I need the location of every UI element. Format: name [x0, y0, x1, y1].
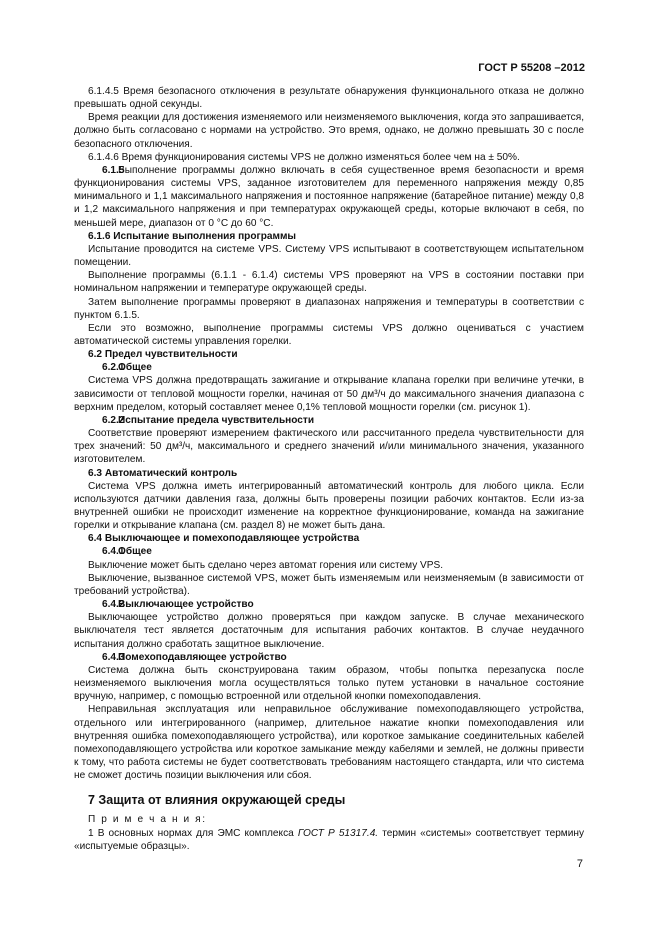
paragraph: Выключение может быть сделано через автомат горения или систему VPS.: [88, 559, 444, 571]
clause-number: 6.4.3: [102, 651, 125, 663]
paragraph-text: Испытание предела чувствительности: [118, 414, 315, 426]
note-1-reference: ГОСТ Р 51317.4.: [297, 827, 379, 839]
paragraph: 6.1.4.6 Время функционирования системы VPS не должно изменяться более чем на ± 50%.: [88, 151, 520, 163]
paragraph: Затем выполнение программы проверяют в диапазонах напряжения и температуры в соответствии с пунктом 6.1.5.: [74, 296, 584, 321]
paragraph: 6.4 Выключающее и помехоподавляющее устройства: [88, 533, 360, 545]
paragraph: Выключающее устройство должно проверяться при каждом запуске. В случае механического выключателя тест является достаточным для испытания рабочих контактов. В случае неудачного испытания должно сработать защитное выключение.: [74, 612, 584, 650]
paragraph: 6.1.4.5 Время безопасного отключения в результате обнаружения функционального отказа не должно превышать одной секунды.: [74, 86, 584, 111]
paragraph: [74, 651, 584, 664]
note-1-suffix: термин «системы» соответствует термину «испытуемые образцы».: [74, 827, 585, 852]
paragraph: Испытание проводится на системе VPS. Систему VPS испытывают в соответствующем испытательном помещении.: [74, 243, 584, 269]
paragraph-text: Выключающее устройство: [118, 599, 254, 611]
paragraph: [74, 545, 584, 558]
clause-number: 6.4.1: [102, 546, 125, 558]
paragraph: [74, 164, 584, 230]
paragraph: Время реакции для достижения изменяемого или неизменяемого выключения, когда это запрашивается, должно быть согласовано с нормами на устройство. Это время, однако, не должно превышать 30 с после безопасного отключения.: [74, 112, 584, 150]
paragraph-text: Общее: [118, 546, 152, 558]
clause-number: 6.1.5: [102, 164, 125, 176]
paragraph: [74, 598, 584, 611]
page-number: 7: [576, 858, 583, 870]
paragraph: 6.1.6 Испытание выполнения программы: [88, 230, 297, 242]
document-body: [74, 85, 584, 853]
clause-number: 6.2.2: [102, 414, 125, 426]
paragraph-text: Выполнение программы должно включать в себя существенное время безопасности и время функционирования системы VPS, заданное изготовителем для переменного напряжения между 0,85 минимального и 1,1 максимального напряжения и постоянное напряжение (батарейное питание) между 0,8 и 1,2 максимального напряжения и при температурах окружающей среды, которые включают в себя, по меньшей мере, диапазон от 0 °С до 60 °С.: [74, 164, 584, 229]
paragraph: [74, 361, 584, 374]
paragraph: Соответствие проверяют измерением фактического или рассчитанного предела чувствительности для трех значений: 50 дм³/ч, максимального и среднего значений и/или минимального значения, указанного изготовителем.: [74, 428, 584, 466]
document-code: ГОСТ Р 55208 –2012: [478, 62, 585, 74]
paragraph: Выключение, вызванное системой VPS, может быть изменяемым или неизменяемым (в зависимости от требований устройства).: [74, 572, 584, 597]
paragraph: 6.3 Автоматический контроль: [88, 467, 238, 479]
paragraph: Неправильная эксплуатация или неправильное обслуживание помехоподавляющего устройства, отдельного или интегрированного (например, длительное нажатие кнопки помехоподавления или внутренняя ошибка помехоподавляющего устройства), или короткое замыкание соединительных кабелей помехоподавляющего устройства или короткое замыкание между кабелями и землей, не должны привести к тому, что работа системы не будет соответствовать требованиям настоящего стандарта, или что система не сможет достичь позиции выключения или сбоя.: [74, 704, 584, 782]
clause-number: 6.4.2: [102, 599, 125, 611]
notes-title: П р и м е ч а н и я:: [88, 814, 207, 826]
paragraph-text: Помехоподавляющее устройство: [118, 651, 287, 663]
section-heading: 7 Защита от влияния окружающей среды: [88, 793, 346, 808]
paragraph: 6.2 Предел чувствительности: [88, 349, 238, 361]
paragraph: Система VPS должна предотвращать зажигание и открывание клапана горелки при величине утечки, в зависимости от тепловой мощности горелки, начиная от 50 дм³/ч до максимального значения диапазона с верхним пределом, который составляет менее 0,1% тепловой мощности горелки (см. рисунок 1).: [74, 375, 584, 413]
paragraph: [74, 414, 584, 427]
paragraph-text: Общее: [118, 362, 152, 374]
clause-number: 6.2.1: [102, 362, 125, 374]
paragraph: Система VPS должна иметь интегрированный автоматический контроль для любого цикла. Если используются датчики давления газа, должны быть проверены позиции рабочих контактов. Если из-за внутренней ошибки не происходит изменение на корректное функционирование, команда на зажигание горелки и открывание клапана (см. раздел 8) не может быть дана.: [74, 480, 584, 532]
paragraph: Система должна быть сконструирована таким образом, чтобы попытка перезапуска после неизменяемого выключения могла осуществляться только путем установки в начальное состояние вручную, например, с помощью встроенной или отдельной кнопки помехоподавления.: [74, 664, 584, 703]
paragraph: Выполнение программы (6.1.1 - 6.1.4) системы VPS проверяют на VPS в состоянии поставки при номинальном напряжении и температуре окружающей среды.: [74, 270, 584, 295]
note-1: [74, 827, 584, 853]
note-1-prefix: 1 В основных нормах для ЭМС комплекса: [88, 827, 298, 839]
paragraph: Если это возможно, выполнение программы системы VPS должно оцениваться с участием автоматической системы управления горелки.: [74, 322, 584, 347]
